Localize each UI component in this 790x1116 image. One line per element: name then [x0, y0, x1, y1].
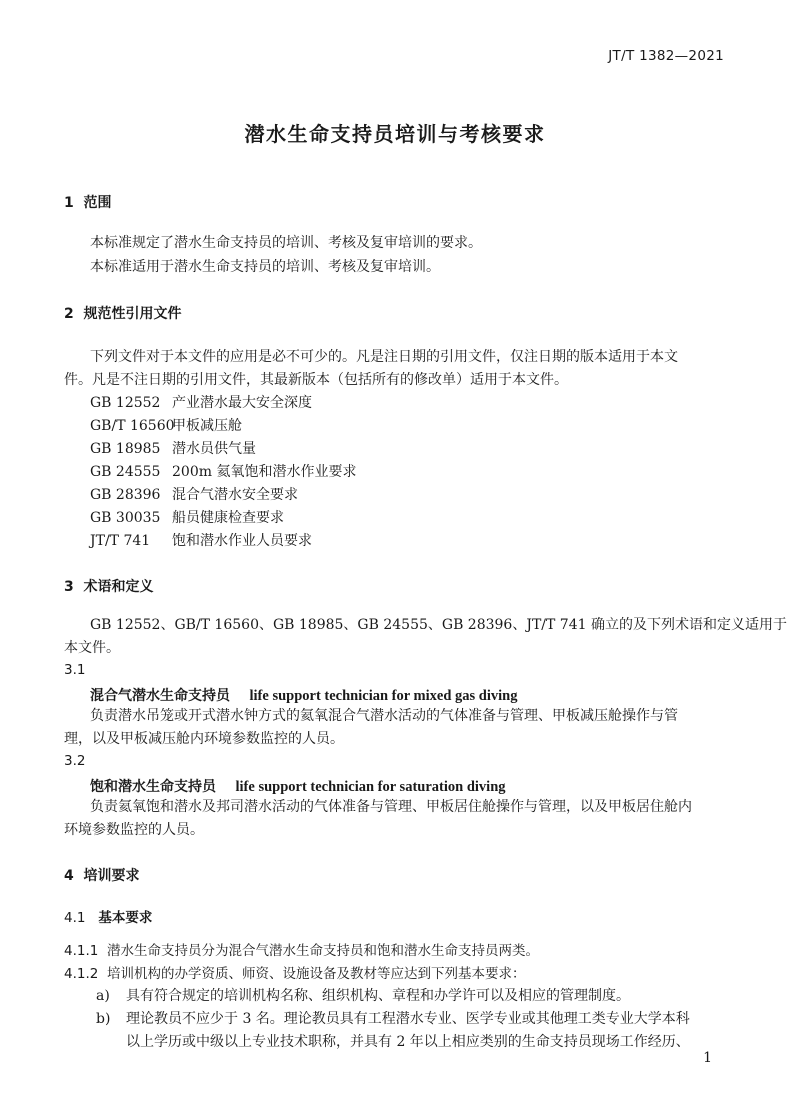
reference-title: 产业潜水最大安全深度 [172, 395, 312, 411]
clause-number: 4.1.2 [64, 966, 99, 982]
subsection-title: 基本要求 [98, 910, 153, 926]
term-heading [90, 685, 518, 705]
reference-title: 饱和潜水作业人员要求 [172, 533, 312, 549]
reference-item [90, 438, 256, 461]
list-text: 具有符合规定的培训机构名称、组织机构、章程和办学许可以及相应的管理制度。 [126, 988, 630, 1004]
section-3-intro: 本文件。 [64, 640, 120, 656]
list-label: b) [96, 1011, 111, 1027]
clause-4-1-2 [64, 962, 525, 982]
reference-item [90, 530, 312, 553]
term-definition: 负责潜水吊笼或开式潜水钟方式的氦氧混合气潜水活动的气体准备与管理、甲板减压舱操作与管 [90, 708, 678, 724]
reference-item [90, 507, 284, 530]
clause-number: 4.1.1 [64, 943, 99, 959]
reference-item [90, 392, 312, 415]
term-definition: 负责氦氧饱和潜水及邦司潜水活动的气体准备与管理、甲板居住舱操作与管理，以及甲板居住舱内 [90, 799, 692, 815]
section-3-heading: 3 术语和定义 [64, 579, 154, 595]
reference-code: GB 28396 [90, 487, 161, 503]
page-number: 1 [703, 1050, 712, 1066]
list-item-b-continued: 以上学历或中级以上专业技术职称，并具有 2 年以上相应类别的生命支持员现场工作经历、 [126, 1034, 690, 1050]
list-item-b [96, 1008, 690, 1028]
subsection-4-1-heading [64, 906, 152, 926]
term-en: life support technician for mixed gas diving [249, 688, 518, 704]
reference-code: JT/T 741 [90, 533, 151, 549]
section-4-heading: 4 培训要求 [64, 868, 140, 884]
reference-title: 潜水员供气量 [172, 441, 256, 457]
reference-title: 船员健康检查要求 [172, 510, 284, 526]
reference-code: GB 30035 [90, 510, 161, 526]
term-en: life support technician for saturation diving [235, 779, 506, 795]
term-definition: 理，以及甲板减压舱内环境参数监控的人员。 [64, 731, 344, 747]
reference-code: GB 18985 [90, 441, 161, 457]
list-text: 理论教员不应少于 3 名。理论教员具有工程潜水专业、医学专业或其他理工类专业大学本科 [126, 1011, 690, 1027]
clause-text: 培训机构的办学资质、师资、设施设备及教材等应达到下列基本要求： [106, 966, 526, 982]
reference-item [90, 415, 242, 438]
term-number: 3.2 [64, 753, 86, 769]
section-1-paragraph: 本标准规定了潜水生命支持员的培训、考核及复审培训的要求。 [90, 235, 482, 251]
term-heading [90, 776, 506, 796]
section-2-intro: 下列文件对于本文件的应用是必不可少的。凡是注日期的引用文件，仅注日期的版本适用于本文 [90, 349, 678, 365]
clause-text: 潜水生命支持员分为混合气潜水生命支持员和饱和潜水生命支持员两类。 [106, 943, 539, 959]
section-1-paragraph: 本标准适用于潜水生命支持员的培训、考核及复审培训。 [90, 259, 440, 275]
page-title: 潜水生命支持员培训与考核要求 [244, 122, 546, 146]
reference-item [90, 461, 356, 484]
term-zh: 混合气潜水生命支持员 [90, 688, 230, 704]
document-code: JT/T 1382—2021 [608, 48, 724, 64]
reference-code: GB/T 16560 [90, 418, 175, 434]
reference-title: 混合气潜水安全要求 [172, 487, 298, 503]
list-item-a [96, 985, 630, 1005]
section-3-intro: GB 12552、GB/T 16560、GB 18985、GB 24555、GB 28396、JT/T 741 确立的及下列术语和定义适用于 [90, 617, 787, 633]
reference-code: GB 24555 [90, 464, 161, 480]
section-2-heading: 2 规范性引用文件 [64, 306, 182, 322]
term-zh: 饱和潜水生命支持员 [90, 779, 216, 795]
subsection-number: 4.1 [64, 910, 86, 926]
term-number: 3.1 [64, 662, 86, 678]
reference-title: 甲板减压舱 [172, 418, 242, 434]
section-2-intro: 件。凡是不注日期的引用文件，其最新版本（包括所有的修改单）适用于本文件。 [64, 372, 568, 388]
section-1-heading: 1 范围 [64, 195, 112, 211]
clause-4-1-1 [64, 939, 539, 959]
reference-code: GB 12552 [90, 395, 161, 411]
reference-title: 200m 氦氧饱和潜水作业要求 [172, 464, 357, 480]
term-definition: 环境参数监控的人员。 [64, 822, 204, 838]
list-label: a) [96, 988, 110, 1004]
reference-item [90, 484, 298, 507]
